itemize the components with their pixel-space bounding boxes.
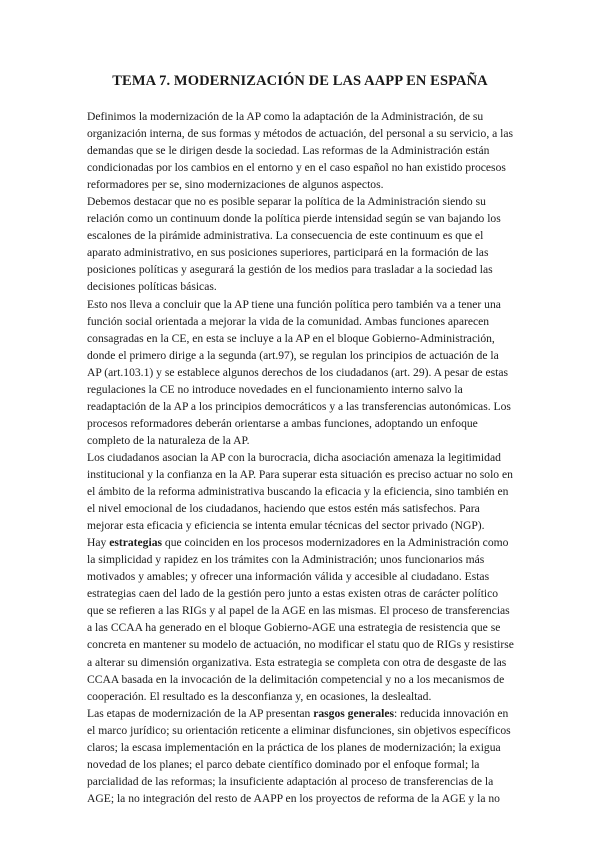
document-body [87, 108, 515, 807]
paragraph-ciudadanos-burocracia: Los ciudadanos asocian la AP con la burocracia, dicha asociación amenaza la legitimidad institucional y la confianza en la AP. Para superar esta situación es preciso actuar no solo en el ámbito de la reforma administrativa buscando la eficacia y la eficiencia, sino también en el nivel emocional de los ciudadanos, haciendo que estos estén más satisfechos. Para mejorar esta eficacia y eficiencia se intenta emular técnicas del sector privado (NGP). [87, 450, 513, 533]
paragraph-estrategias [87, 534, 515, 704]
paragraph-politica-administracion: Debemos destacar que no es posible separar la política de la Administración siendo su relación como un continuum donde la política pierde intensidad según se van bajando los escalones de la pirámide administrativa. La consecuencia de este continuum es que el aparato administrativo, en sus posiciones superiores, participará en la formación de las posiciones políticas y asegurará la gestión de los medios para trasladar a la sociedad las decisiones políticas básicas. [87, 195, 501, 294]
paragraph-funcion-politica-social: Esto nos lleva a concluir que la AP tiene una función política pero también va a tener una función social orientada a mejorar la vida de la comunidad. Ambas funciones aparecen consagradas en la CE, en esta se incluye a la AP en el bloque Gobierno-Administración, donde el primero dirige a la segunda (art.97), se regulan los principios de actuación de la AP (art.103.1) y se establece algunos derechos de los ciudadanos (art. 29). A pesar de estas regulaciones la CE no introduce novedades en el funcionamiento interno salvo la readaptación de la AP a los principios democráticos y a las transferencias autonómicas. Los procesos reformadores deberán orientarse a ambas funciones, adoptando un enfoque completo de la naturaleza de la AP. [87, 297, 511, 447]
paragraph-rasgos-generales [87, 705, 515, 807]
document-title: TEMA 7. MODERNIZACIÓN DE LAS AAPP EN ESPAÑA [112, 73, 488, 89]
paragraph-rasgos-rest: : reducida innovación en el marco jurídico; su orientación reticente a eliminar disfunciones, sin objetivos específicos claros; la escasa implementación en la práctica de los planes de modernización; la exigua novedad de los planes; el parco debate científico dominado por el enfoque formal; la parcialidad de las reformas; la insuficiente adaptación al proceso de transferencias de la AGE; la no integración del resto de AAPP en los proyectos de reforma de la AGE y la no [87, 706, 511, 805]
paragraph-modernizacion-definicion: Definimos la modernización de la AP como la adaptación de la Administración, de su organización interna, de sus formas y métodos de actuación, del personal a su servicio, a las demandas que se le dirigen desde la sociedad. Las reformas de la Administración están condicionadas por los cambios en el entorno y en el caso español no han existido procesos reformadores per se, sino modernizaciones de algunos aspectos. [87, 110, 514, 192]
paragraph-rasgos-lead: Las etapas de modernización de la AP presentan [87, 706, 314, 720]
paragraph-estrategias-lead: Hay [87, 536, 110, 550]
paragraph-estrategias-term: estrategias [109, 536, 163, 550]
paragraph-estrategias-rest: que coinciden en los procesos modernizadores en la Administración como la simplicidad y rapidez en los trámites con la Administración; unos funcionarios más motivados y amables; y ofrecer una información válida y accesible al ciudadano. Estas estrategias caen del lado de la gestión pero junto a estas existen otras de carácter político que se refieren a las RIGs y al papel de la AGE en las mismas. El proceso de transferencias a las CCAA ha generado en el bloque Gobierno-AGE una estrategia de resistencia que se concreta en mantener su modelo de actuación, no modificar el statu quo de RIGs y resistirse a alterar su dimensión organizativa. Esta estrategia se completa con otra de desgaste de las CCAA basada en la invocación de la delimitación competencial y no a los mecanismos de cooperación. El resultado es la desconfianza y, en ocasiones, la deslealtad. [87, 536, 514, 703]
paragraph-rasgos-term: rasgos generales [313, 706, 395, 720]
